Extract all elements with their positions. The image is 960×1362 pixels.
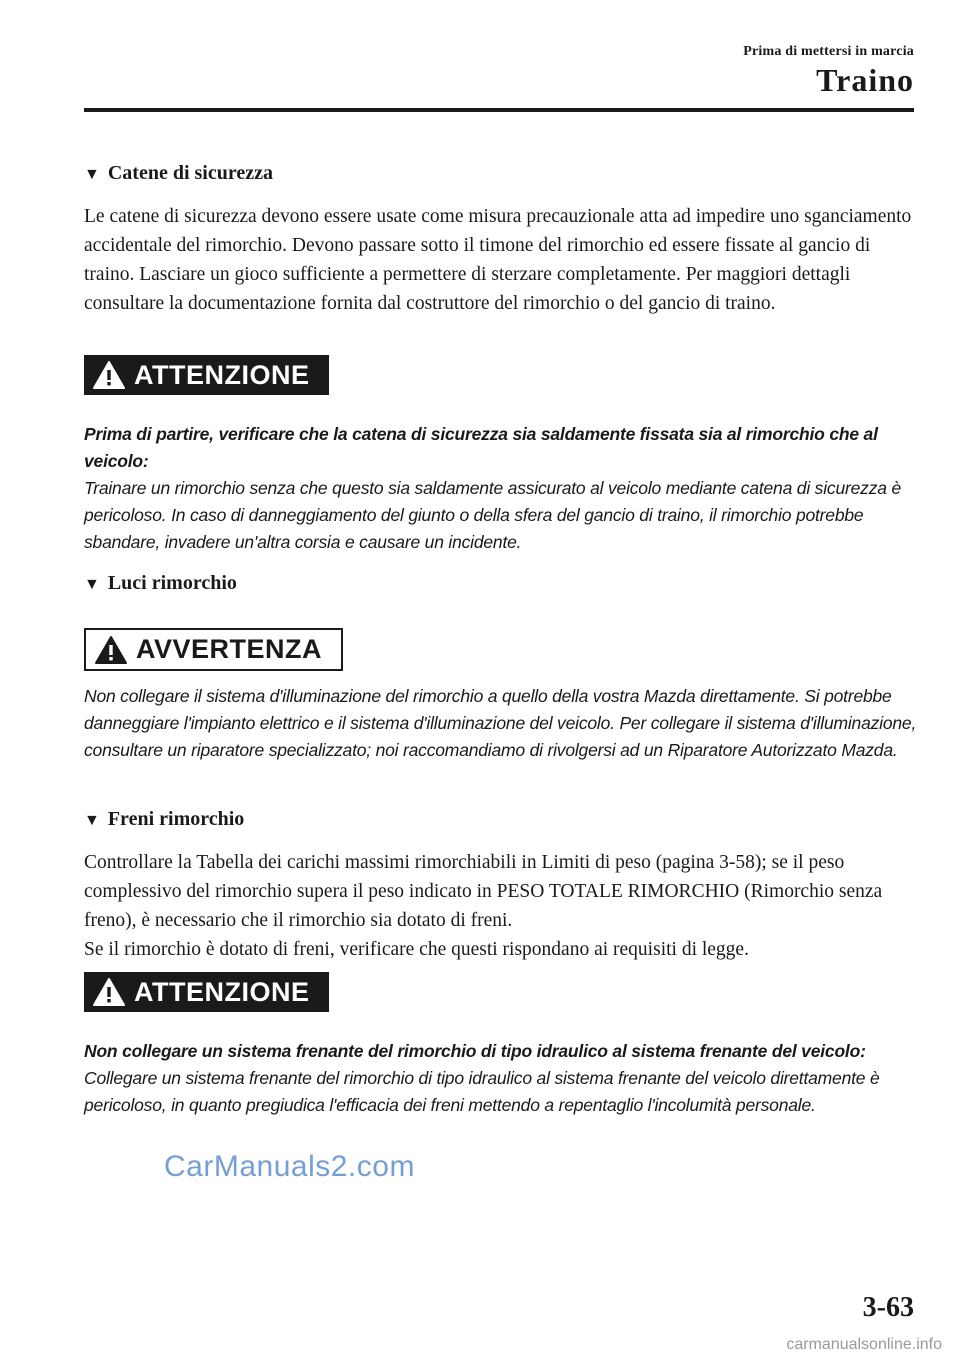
- triangle-down-icon: ▼: [84, 811, 100, 829]
- notice-body: Trainare un rimorchio senza che questo sia saldamente assicurato al veicolo mediante catena di sicurezza è pericoloso. In caso di danneggiamento del giunto o della sfera del gancio di traino, il rimorchio potrebbe sbandare, invadere un'altra corsia e causare un incidente.: [84, 478, 901, 552]
- notice-text: [84, 1038, 924, 1119]
- header-section-title: Prima di mettersi in marcia: [743, 44, 914, 59]
- section-heading-freni: [84, 808, 244, 831]
- badge-label: AVVERTENZA: [136, 634, 323, 664]
- warning-badge: [84, 355, 329, 395]
- section-heading-label: Freni rimorchio: [107, 808, 245, 830]
- notice-text: [84, 683, 924, 764]
- badge-label: ATTENZIONE: [134, 359, 310, 390]
- badge-label: ATTENZIONE: [134, 976, 310, 1007]
- paragraph-text: Le catene di sicurezza devono essere usate come misura precauzionale atta ad impedire uno sganciamento accidentale del rimorchio. Devono passare sotto il timone del rimorchio ed essere fissate al gancio di traino. Lasciare un gioco sufficiente a permettere di sterzare completamente. Per maggiori dettagli consultare la documentazione fornita dal costruttore del rimorchio o del gancio di traino.: [84, 206, 912, 314]
- paragraph-text: Se il rimorchio è dotato di freni, verificare che questi rispondano ai requisiti di legge.: [84, 939, 749, 960]
- notice-lead: Prima di partire, verificare che la catena di sicurezza sia saldamente fissata sia al rimorchio che al veicolo:: [84, 424, 878, 471]
- warning-triangle-icon: [92, 977, 126, 1007]
- section-heading-label: Luci rimorchio: [107, 572, 237, 594]
- warning-triangle-icon: [94, 635, 128, 665]
- section-heading-label: Catene di sicurezza: [107, 162, 273, 184]
- triangle-down-icon: ▼: [84, 575, 100, 593]
- notice-body: Non collegare il sistema d'illuminazione del rimorchio a quello della vostra Mazda direttamente. Si potrebbe danneggiare l'impianto elettrico e il sistema d'illuminazione del veicolo. Per collegare il sistema d'illuminazione, consultare un riparatore specializzato; noi raccomandiamo di rivolgersi ad un Riparatore Autorizzato Mazda.: [84, 686, 917, 760]
- section-heading-catene: [84, 162, 273, 185]
- triangle-down-icon: ▼: [84, 165, 100, 183]
- notice-body: Collegare un sistema frenante del rimorchio di tipo idraulico al sistema frenante del veicolo direttamente è pericoloso, in quanto pregiudica l'efficacia dei freni mettendo a repentaglio l'incolumità personale.: [84, 1068, 880, 1115]
- notice-text: [84, 421, 924, 556]
- page-number: 3-63: [862, 1292, 914, 1323]
- section-heading-luci: [84, 572, 237, 595]
- section-paragraph: [84, 202, 916, 318]
- paragraph-text: Controllare la Tabella dei carichi massimi rimorchiabili in Limiti di peso (pagina 3-58); se il peso complessivo del rimorchio supera il peso indicato in PESO TOTALE RIMORCHIO (Rimorchio senza freno), è necessario che il rimorchio sia dotato di freni.: [84, 852, 883, 931]
- notice-lead: Non collegare un sistema frenante del rimorchio di tipo idraulico al sistema frenante del veicolo:: [84, 1041, 866, 1061]
- caution-badge: [84, 628, 343, 671]
- warning-badge: [84, 972, 329, 1012]
- page-title: Traino: [816, 62, 914, 98]
- watermark-link[interactable]: CarManuals2.com: [164, 1150, 415, 1183]
- footer-site-link[interactable]: carmanualsonline.info: [786, 1336, 942, 1353]
- header-divider: [84, 108, 914, 112]
- warning-triangle-icon: [92, 360, 126, 390]
- section-paragraph: [84, 848, 916, 964]
